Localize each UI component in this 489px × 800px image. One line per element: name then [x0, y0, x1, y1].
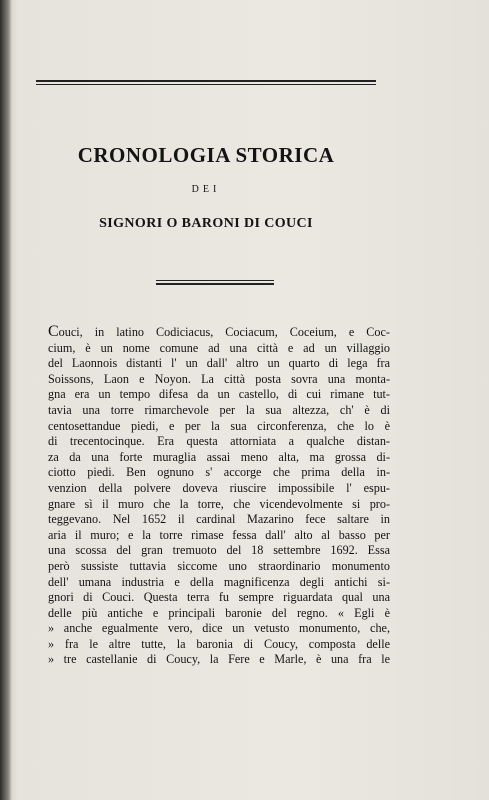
- page-title: CRONOLOGIA STORICA: [77, 143, 335, 167]
- text-line: ciotto piedi. Ben ognuno s' accorge che prima della in-: [48, 465, 390, 480]
- text-line: gnori di Couci. Questa terra fu sempre riguardata qual una: [48, 590, 390, 605]
- text-line: Couci, in latino Codiciacus, Cociacum, Coceium, e Coc-: [48, 323, 390, 340]
- text-line: teggevano. Nel 1652 il cardinal Mazarino fece saltare in: [48, 512, 390, 527]
- text-line: cium, è un nome comune ad una città e ad un villaggio: [48, 340, 390, 355]
- text-line: venzion della polvere doveva riuscire impossibile l' espu-: [48, 480, 390, 495]
- text-line: za da una forte muraglia assai meno alta, ma grossa di-: [48, 449, 390, 464]
- text-line: una scossa del gran tremuoto del 18 settembre 1692. Essa: [48, 543, 390, 558]
- text-line: del Laonnois distanti l' un dall' altro un quarto di lega fra: [48, 356, 390, 371]
- text-line: » tre castellanie di Coucy, la Fere e Marle, è una fra le: [48, 652, 390, 667]
- text-line: di trecentocinque. Era questa attorniata a qualche distan-: [48, 434, 390, 449]
- text-line: gna era un tempo difesa da un castello, di cui rimane tut-: [48, 387, 390, 402]
- text-line: aria il muro; e la torre rimase fessa dall' alto al basso per: [48, 527, 390, 542]
- text-line: centosettandue piedi, e per la sua circonferenza, che lo è: [48, 418, 390, 433]
- binding-gutter: [0, 0, 12, 800]
- text-line: » anche egualmente vero, dice un vetusto monumento, che,: [48, 621, 390, 636]
- ornamental-rule: [156, 280, 274, 285]
- text-line: tavia una torre rimarchevole per la sua altezza, ch' è di: [48, 402, 390, 417]
- text-line: » fra le altre tutte, la baronia di Coucy, composta delle: [48, 636, 390, 651]
- page-subtitle: SIGNORI O BARONI DI COUCI: [99, 216, 313, 231]
- title-connector: DEI: [191, 184, 221, 195]
- text-line: Soissons, Laon e Noyon. La città posta sovra una monta-: [48, 371, 390, 386]
- header-rule: [36, 80, 376, 85]
- text-line: gnare sì il muro che la torre, che vicendevolmente si pro-: [48, 496, 390, 511]
- text-line: delle più antiche e principali baronie del regno. « Egli è: [48, 605, 390, 620]
- text-line: dell' umana industria e della magnificenza degli antichi si-: [48, 574, 390, 589]
- body-text: [48, 324, 390, 668]
- text-line: però sussiste tuttavia siccome uno straordinario monumento: [48, 558, 390, 573]
